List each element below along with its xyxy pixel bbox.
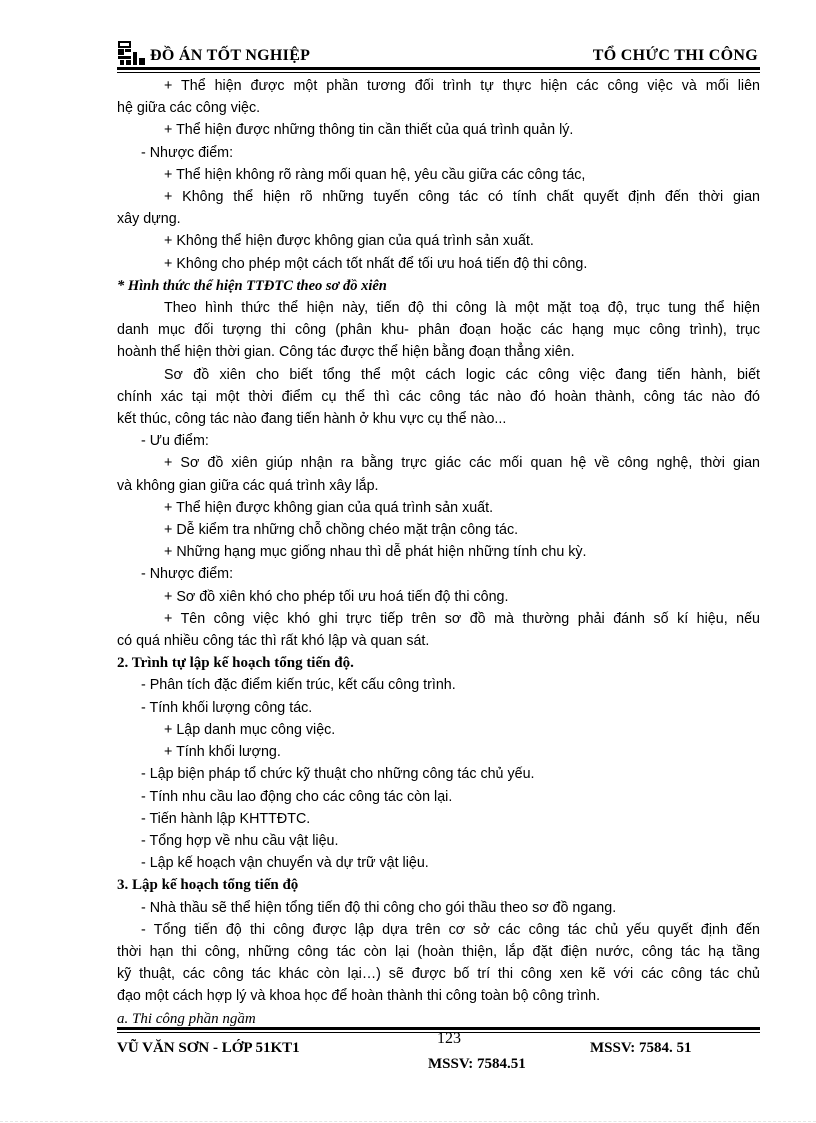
text-line: có quá nhiều công tác thì rất khó lập và quan sát. [117,633,430,650]
text-line: + Không thể hiện được không gian của quá trình sản xuất. [164,233,534,250]
text-line: Sơ đồ xiên cho biết tổng thể một cách logic các công việc đang tiến hành, biết [164,366,760,383]
text-line: + Thể hiện không rõ ràng mối quan hệ, yêu cầu giữa các công tác, [164,166,586,183]
text-line: hoành thể hiện thời gian. Công tác được thể hiện bằng đoạn thẳng xiên. [117,344,575,361]
footer-author: VŨ VĂN SƠN - LỚP 51KT1 [117,1040,300,1056]
footer-student-id-secondary: MSSV: 7584.51 [428,1056,526,1072]
text-line: + Thể hiện được một phần tương đối trình tự thực hiện các công việc và mối liên [164,78,760,94]
text-line: - Ưu điểm: [141,433,209,450]
text-line: + Không thể hiện rõ những tuyến công tác có tính chất quyết định đến thời gian [164,189,760,206]
page-header [117,40,760,66]
section-heading: * Hình thức thể hiện TTĐTC theo sơ đồ xiên [117,277,387,294]
text-line: - Nhà thầu sẽ thể hiện tổng tiến độ thi công cho gói thầu theo sơ đồ ngang. [141,899,617,916]
header-rule-thick [117,67,760,70]
text-line: - Phân tích đặc điểm kiến trúc, kết cấu công trình. [141,677,456,694]
text-line: danh mục đối tượng thi công (phân khu- phân đoạn hoặc các hạng mục công trình), trục [117,322,760,339]
header-title-left: ĐỒ ÁN TỐT NGHIỆP [150,47,311,64]
logo-icon [117,40,147,66]
text-line: + Lập danh mục công việc. [164,721,336,738]
section-heading: 3. Lập kế hoạch tổng tiến độ [117,877,299,894]
text-line: + Những hạng mục giống nhau thì dễ phát hiện những tính chu kỳ. [164,544,587,561]
text-line: - Tổng hợp về nhu cầu vật liệu. [141,832,339,849]
section-heading: 2. Trình tự lập kế hoạch tổng tiến độ. [117,655,354,672]
text-line: kỹ thuật, các công tác khác còn lại…) sẽ được bố trí thi công xen kẽ với các công tác chủ [117,966,760,983]
text-line: và không gian giữa các quá trình xây lắp. [117,477,379,494]
section-heading: a. Thi công phần ngầm [117,1010,256,1027]
text-line: - Nhược điểm: [141,566,234,583]
footer-student-id: MSSV: 7584. 51 [590,1040,692,1056]
header-title-right: TỔ CHỨC THI CÔNG [592,47,758,64]
text-line: thời hạn thi công, những công tác còn lại (hoàn thiện, lắp đặt điện nước, công tác hạ tầng [117,943,760,960]
text-line: - Tính khối lượng công tác. [141,699,313,716]
text-line: + Tên công việc khó ghi trực tiếp trên sơ đồ mà thường phải đánh số kí hiệu, nếu [164,610,760,627]
page-number: 123 [437,1030,461,1047]
text-line: chính xác tại một thời điểm cụ thể thì các công tác nào đó hoàn thành, công tác nào đó [117,388,760,405]
text-line: xây dựng. [117,211,181,228]
text-line: hệ giữa các công việc. [117,100,261,117]
text-line: - Tính nhu cầu lao động cho các công tác còn lại. [141,788,453,805]
body-text [117,75,760,1030]
text-line: - Lập kế hoạch vận chuyển và dự trữ vật liệu. [141,855,429,872]
text-line: + Thể hiện được không gian của quá trình sản xuất. [164,499,494,516]
text-line: đạo một cách hợp lý và khoa học để hoàn thành thi công toàn bộ công trình. [117,988,601,1005]
text-line: + Tính khối lượng. [164,744,281,761]
text-line: + Sơ đồ xiên khó cho phép tối ưu hoá tiến độ thi công. [164,588,509,605]
text-line: + Không cho phép một cách tốt nhất để tối ưu hoá tiến độ thi công. [164,255,588,272]
text-line: + Dễ kiểm tra những chỗ chồng chéo mặt trận công tác. [164,522,519,539]
header-rule-thin [117,72,760,73]
text-line: + Thể hiện được những thông tin cần thiết của quá trình quản lý. [164,122,574,139]
page-bottom-edge [0,1121,816,1122]
text-line: - Lập biện pháp tổ chức kỹ thuật cho những công tác chủ yếu. [141,766,535,783]
text-line: kết thúc, công tác nào đang tiến hành ở khu vực cụ thể nào... [117,411,507,428]
text-line: - Tổng tiến độ thi công được lập dựa trên cơ sở các công tác chủ yếu quyết định đến [141,921,760,938]
text-line: - Tiến hành lập KHTTĐTC. [141,810,311,827]
text-line: Theo hình thức thể hiện này, tiến độ thi công là một mặt toạ độ, trục tung thể hiện [164,300,760,317]
text-line: - Nhược điểm: [141,144,234,161]
text-line: + Sơ đồ xiên giúp nhận ra bằng trực giác các mối quan hệ về công nghệ, thời gian [164,455,760,472]
